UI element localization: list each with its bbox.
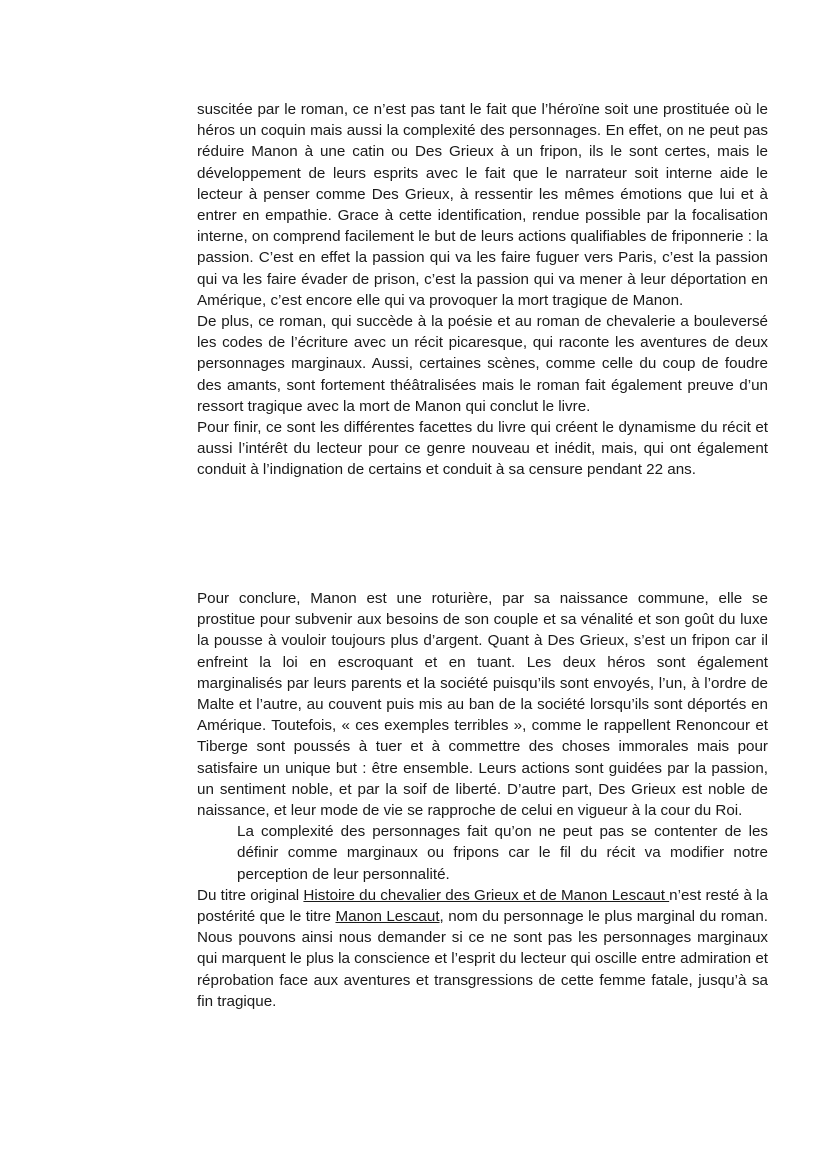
text-run: n’est resté à la postérité que le titre [197, 886, 768, 926]
paragraph-facets: Pour finir, ce sont les différentes facettes du livre qui créent le dynamisme du récit et aussi l’intérêt du lecteur pour ce genre nouveau et inédit, mais, qui ont également conduit à l’indignation de certains et conduit à sa censure pendant 22 ans. [197, 419, 768, 479]
conclusion-section [197, 588, 768, 1012]
text-run: , nom du personnage le plus marginal du roman. Nous pouvons ainsi nous demander si ce ne sont pas les personnages marginaux qui marquent le plus la conscience et l’esprit du lecteur qui oscille entre admiration et réprobation face aux aventures et transgressions de cette femme fatale, jusqu’à sa fin tragique. [197, 908, 768, 1010]
short-title: Manon Lescaut [335, 908, 440, 926]
paragraph-complexity: La complexité des personnages fait qu’on ne peut pas se contenter de les définir comme marginaux ou fripons car le fil du récit va modifier notre perception de leur personnalité. [237, 823, 768, 883]
original-title: Histoire du chevalier des Grieux et de Manon Lescaut [303, 886, 670, 904]
paragraph-conclusion: Pour conclure, Manon est une roturière, par sa naissance commune, elle se prostitue pour subvenir aux besoins de son couple et sa vénalité et son goût du luxe la pousse à vouloir toujours plus d’argent. Quant à Des Grieux, s’est un fripon car il enfreint la loi en escroquant et en tuant. Les deux héros sont également marginalisés par leurs parents et la société puisqu’ils sont envoyés, l’un, à l’ordre de Malte et l’autre, au couvent puis mis au ban de la société lorsqu’ils sont déportés en Amérique. Toutefois, « ces exemples terribles », comme le rappellent Renoncour et Tiberge sont poussés à tuer et à commettre des choses immorales mais pour satisfaire un unique but : être ensemble. Leurs actions sont guidées par la passion, un sentiment noble, et par la soif de liberté. D’autre part, Des Grieux est noble de naissance, et leur mode de vie se rapproche de celui en vigueur à la cour du Roi. [197, 590, 768, 820]
paragraph-title [197, 885, 768, 1012]
paragraph-picaresque: De plus, ce roman, qui succède à la poésie et au roman de chevalerie a bouleversé les codes de l’écriture avec un récit picaresque, qui raconte les aventures de deux personnages marginaux. Aussi, certaines scènes, comme celle du coup de foudre des amants, sont fortement théâtralisées mais le roman fait également preuve d’un ressort tragique avec la mort de Manon qui conclut le livre. [197, 313, 768, 415]
text-run: Du titre original [197, 886, 304, 904]
body-section [197, 99, 768, 481]
paragraph-passion: suscitée par le roman, ce n’est pas tant le fait que l’héroïne soit une prostituée où le héros un coquin mais aussi la complexité des personnages. En effet, on ne peut pas réduire Manon à une catin ou Des Grieux à un fripon, ils le sont certes, mais le développement de leurs esprits avec le fait que le narrateur soit interne aide le lecteur à penser comme Des Grieux, à ressentir les mêmes émotions que lui et à entrer en empathie. Grace à cette identification, rendue possible par la focalisation interne, on comprend facilement le but de leurs actions qualifiables de friponnerie : la passion. C’est en effet la passion qui va les faire fuguer vers Paris, c’est la passion qui va les faire évader de prison, c’est la passion qui va mener à leur déportation en Amérique, c’est encore elle qui va provoquer la mort tragique de Manon. [197, 101, 768, 309]
